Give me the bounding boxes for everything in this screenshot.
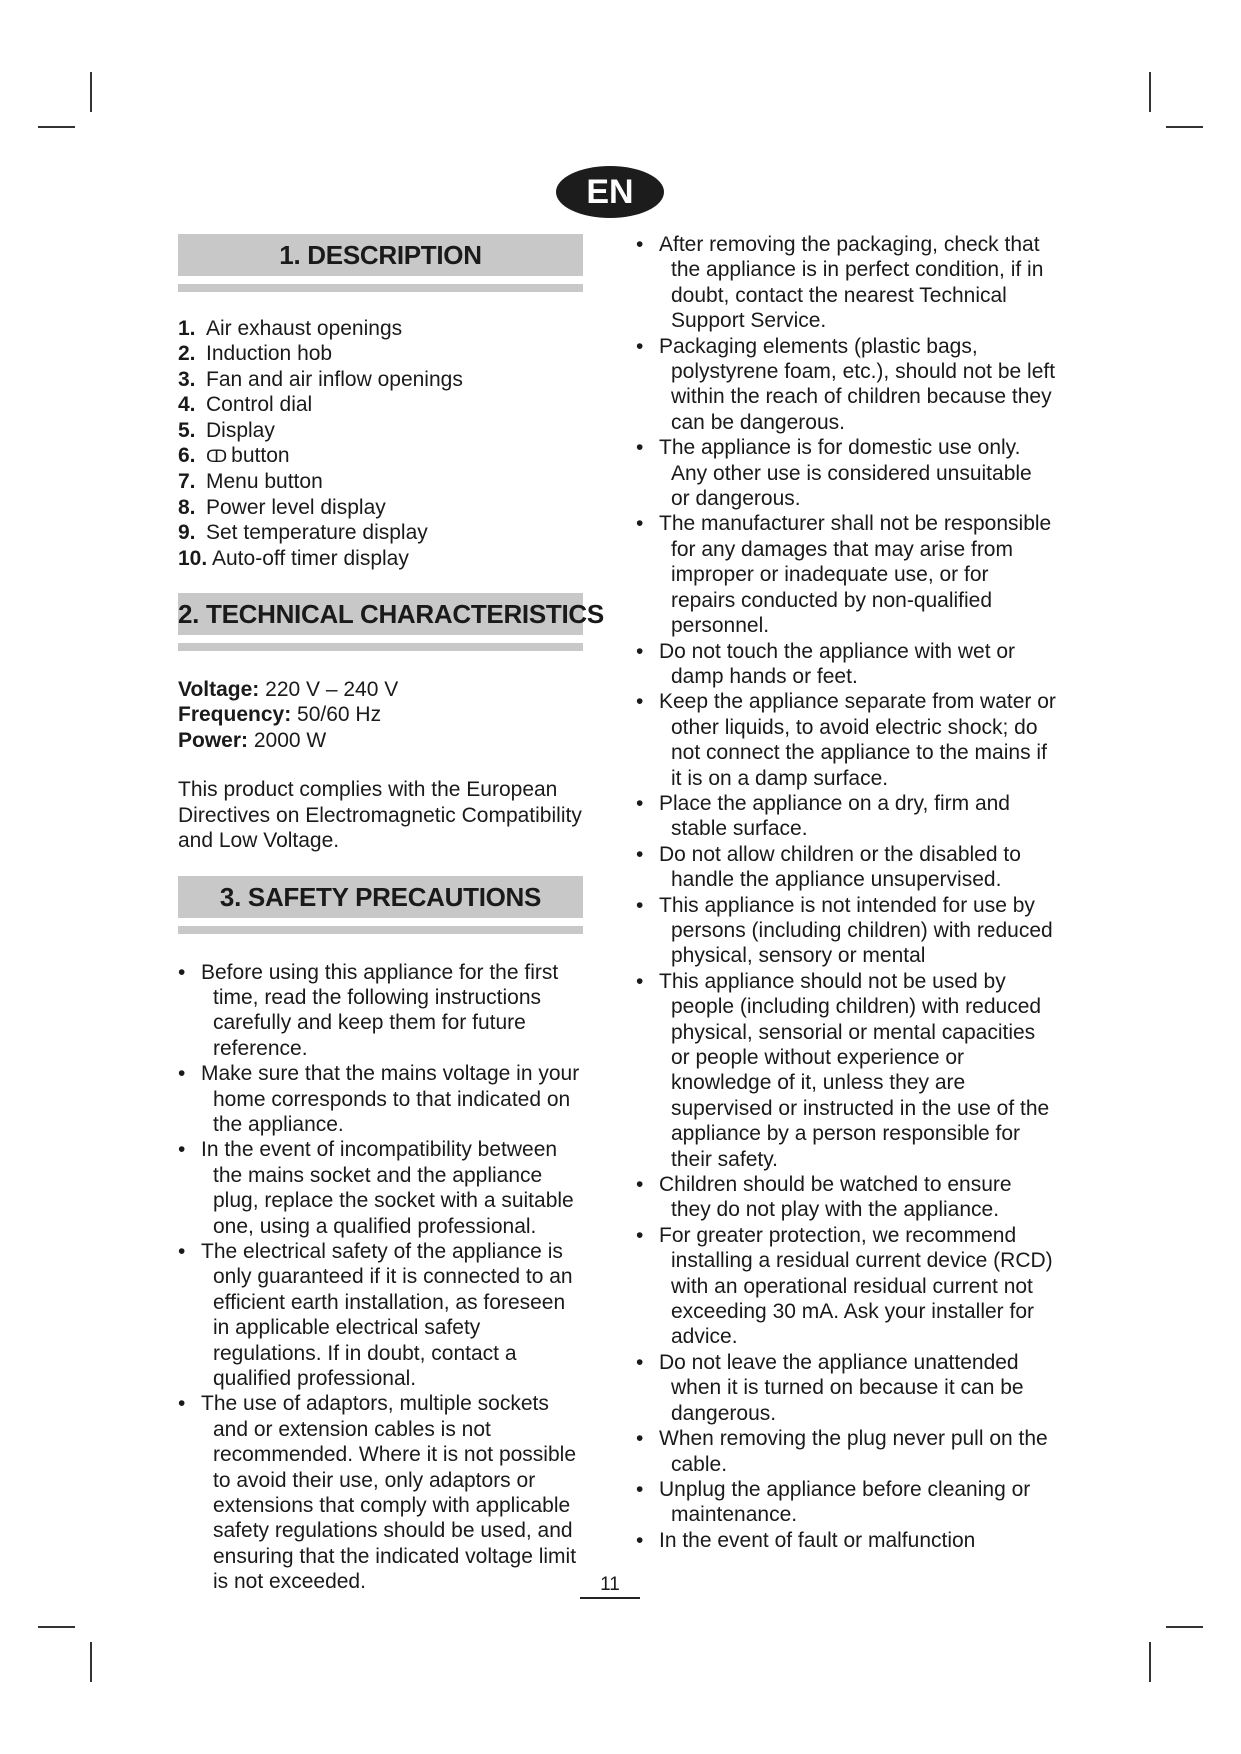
parts-list (178, 316, 583, 571)
heading-rule (178, 926, 583, 934)
bullet-item: • The appliance is for domestic use only. Any other use is considered unsuitable or dangerous. (636, 435, 1056, 511)
list-item: 6. ↀ button (178, 444, 290, 468)
bullet-item: • This appliance should not be used by people (including children) with reduced physical, sensorial or mental capacities or people without experience or knowledge of it, unless they are supervised or instructed in the use of the appliance by a person responsible for their safety. (636, 969, 1056, 1172)
list-item: 1. Air exhaust openings (178, 317, 403, 340)
bullet-item: • Before using this appliance for the first time, read the following instructions carefully and keep them for future reference. (178, 960, 583, 1062)
bullet-item: • For greater protection, we recommend installing a residual current device (RCD) with an operational residual current not exceeding 30 mA. Ask your installer for advice. (636, 1223, 1056, 1350)
bullet-item: • Place the appliance on a dry, firm and stable surface. (636, 791, 1056, 842)
description-heading: 1. DESCRIPTION (178, 234, 583, 276)
list-item: 4. Control dial (178, 393, 313, 417)
bullet-item: • Packaging elements (plastic bags, polystyrene foam, etc.), should not be left within the reach of children because they can be dangerous. (636, 334, 1056, 436)
technical-heading: 2. TECHNICAL CHARACTERISTICS (178, 593, 583, 635)
bullet-item: • When removing the plug never pull on the cable. (636, 1426, 1056, 1477)
bullet-item: • Make sure that the mains voltage in your home corresponds to that indicated on the appliance. (178, 1061, 583, 1137)
crop-mark (90, 72, 92, 112)
bullet-item: • The use of adaptors, multiple sockets and or extension cables is not recommended. Where it is not possible to avoid their use, only adaptors or extensions that comply with applicable safety regulations should be used, and ensuring that the indicated voltage limit is not exceeded. (178, 1391, 583, 1594)
safety-heading: 3. SAFETY PRECAUTIONS (178, 876, 583, 918)
crop-mark (38, 1626, 75, 1628)
crop-mark (1149, 72, 1151, 112)
bullet-item: • In the event of incompatibility between the mains socket and the appliance plug, replace the socket with a suitable one, using a qualified professional. (178, 1137, 583, 1239)
safety-list-right (636, 232, 1056, 1553)
left-column (178, 234, 604, 1595)
list-item: 2. Induction hob (178, 342, 333, 366)
crop-mark (38, 126, 75, 128)
list-item: 8. Power level display (178, 495, 386, 519)
list-item: 5. Display (178, 418, 275, 442)
bullet-item: • Do not touch the appliance with wet or damp hands or feet. (636, 639, 1056, 690)
bullet-item: • Keep the appliance separate from water or other liquids, to avoid electric shock; do not connect the appliance to the mains if it is on a damp surface. (636, 689, 1056, 791)
compliance-text: This product complies with the European Directives on Electromagnetic Compatibility and Low Voltage. (178, 778, 582, 853)
bullet-item: • The electrical safety of the appliance is only guaranteed if it is connected to an efficient earth installation, as foreseen in applicable electrical safety regulations. If in doubt, contact a qualified professional. (178, 1239, 583, 1391)
list-item: 10. Auto-off timer display (178, 546, 409, 570)
list-item: 7. Menu button (178, 470, 323, 494)
bullet-item: • Do not allow children or the disabled to handle the appliance unsupervised. (636, 842, 1056, 893)
crop-mark (1149, 1642, 1151, 1682)
power-icon: ↀ (206, 447, 228, 467)
language-badge: EN (556, 166, 664, 218)
bullet-item: • The manufacturer shall not be responsible for any damages that may arise from improper or inadequate use, or for repairs conducted by non-qualified personnel. (636, 511, 1056, 638)
bullet-item: • In the event of fault or malfunction (636, 1528, 1056, 1553)
crop-mark (1166, 126, 1203, 128)
safety-list-left (178, 960, 583, 1595)
bullet-item: • Do not leave the appliance unattended when it is turned on because it can be dangerous. (636, 1350, 1056, 1426)
list-item: 9. Set temperature display (178, 521, 428, 545)
bullet-item: • Unplug the appliance before cleaning or maintenance. (636, 1477, 1056, 1528)
spec-power: Power: 2000 W (178, 728, 327, 752)
spec-voltage: Voltage: 220 V – 240 V (178, 678, 399, 702)
right-column (636, 232, 1056, 1553)
spec-block (178, 677, 583, 753)
crop-mark (90, 1642, 92, 1682)
heading-rule (178, 643, 583, 651)
bullet-item: • This appliance is not intended for use by persons (including children) with reduced physical, sensory or mental (636, 893, 1056, 969)
crop-mark (1166, 1626, 1203, 1628)
bullet-item: • Children should be watched to ensure they do not play with the appliance. (636, 1172, 1056, 1223)
page-number: 11 (580, 1574, 640, 1599)
list-item: 3. Fan and air inflow openings (178, 367, 463, 391)
spec-frequency: Frequency: 50/60 Hz (178, 703, 382, 727)
heading-rule (178, 284, 583, 292)
bullet-item: • After removing the packaging, check that the appliance is in perfect condition, if in doubt, contact the nearest Technical Support Service. (636, 232, 1056, 334)
